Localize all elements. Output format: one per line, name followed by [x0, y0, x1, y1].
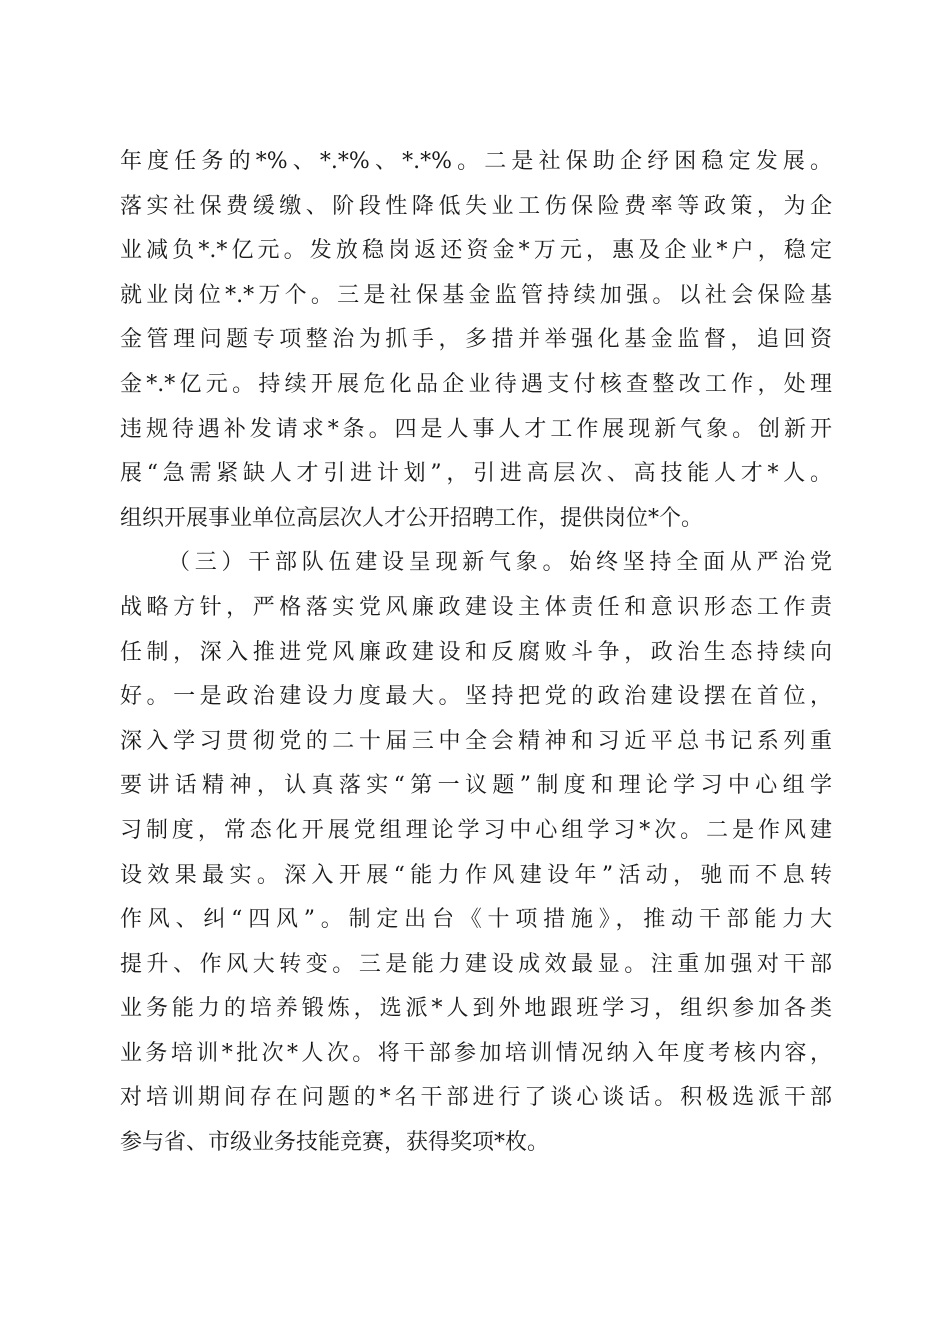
- text-line: 作风、纠“四风”。制定出台《十项措施》，推动干部能力大: [120, 907, 832, 933]
- text-line: 业务培训*批次*人次。将干部参加培训情况纳入年度考核内容，: [120, 1040, 832, 1066]
- text-line: 好。一是政治建设力度最大。坚持把党的政治建设摆在首位，: [120, 684, 832, 710]
- text-line: 业减负*.*亿元。发放稳岗返还资金*万元，惠及企业*户，稳定: [120, 238, 832, 264]
- paragraph-end-line: 组织开展事业单位高层次人才公开招聘工作，提供岗位*个。: [120, 505, 704, 531]
- text-line: 展“急需紧缺人才引进计划”，引进高层次、高技能人才*人。: [120, 461, 832, 487]
- text-line: 要讲话精神，认真落实“第一议题”制度和理论学习中心组学: [120, 773, 832, 799]
- text-line: 深入学习贯彻党的二十届三中全会精神和习近平总书记系列重: [120, 728, 832, 754]
- text-line: 就业岗位*.*万个。三是社保基金监管持续加强。以社会保险基: [120, 282, 832, 308]
- text-line: 习制度，常态化开展党组理论学习中心组学习*次。二是作风建: [120, 817, 832, 843]
- paragraph-end-line: 参与省、市级业务技能竞赛，获得奖项*枚。: [120, 1130, 550, 1156]
- text-line: 年度任务的*%、*.*%、*.*%。二是社保助企纾困稳定发展。: [120, 149, 832, 174]
- text-line: 战略方针，严格落实党风廉政建设主体责任和意识形态工作责: [120, 594, 832, 620]
- text-line: 业务能力的培养锻炼，选派*人到外地跟班学习，组织参加各类: [120, 996, 832, 1022]
- section-heading-line: （三）干部队伍建设呈现新气象。始终坚持全面从严治党: [168, 550, 832, 576]
- text-line: 设效果最实。深入开展“能力作风建设年”活动，驰而不息转: [120, 862, 832, 888]
- text-line: 违规待遇补发请求*条。四是人事人才工作展现新气象。创新开: [120, 416, 832, 442]
- document-body: [120, 140, 832, 1166]
- text-line: 落实社保费缓缴、阶段性降低失业工伤保险费率等政策，为企: [120, 193, 832, 219]
- text-line: 对培训期间存在问题的*名干部进行了谈心谈话。积极选派干部: [120, 1085, 832, 1111]
- text-line: 任制，深入推进党风廉政建设和反腐败斗争，政治生态持续向: [120, 639, 832, 665]
- text-line: 金管理问题专项整治为抓手，多措并举强化基金监督，追回资: [120, 327, 832, 353]
- text-line: 提升、作风大转变。三是能力建设成效最显。注重加强对干部: [120, 951, 832, 977]
- text-line: 金*.*亿元。持续开展危化品企业待遇支付核查整改工作，处理: [120, 371, 832, 397]
